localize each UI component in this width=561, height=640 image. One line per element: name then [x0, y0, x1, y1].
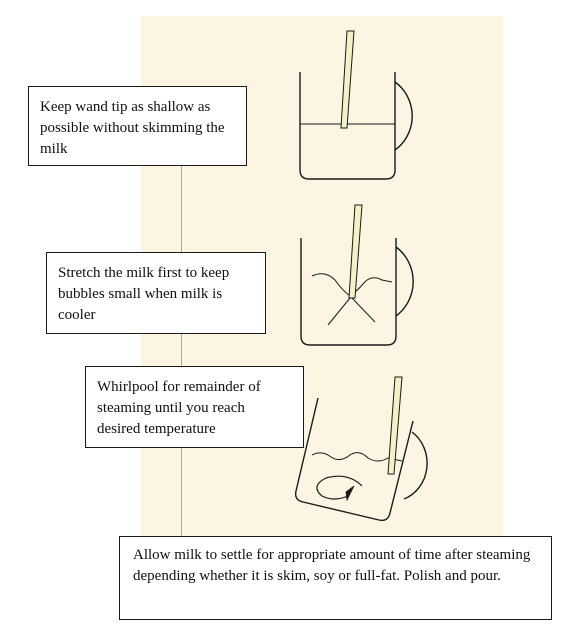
step-3-text: Whirlpool for remainder of steaming until you reach desired temperature	[97, 379, 261, 437]
pitcher-shallow-wand-icon	[300, 31, 412, 179]
step-1-textbox	[28, 86, 247, 166]
step-4-textbox	[119, 536, 552, 620]
step-2-text: Stretch the milk first to keep bubbles small when milk is cooler	[58, 265, 230, 323]
step-1-text: Keep wand tip as shallow as possible without skimming the milk	[40, 99, 225, 157]
step-3-textbox	[85, 366, 304, 448]
pitcher-stretching-icon	[301, 205, 413, 345]
step-4-text: Allow milk to settle for appropriate amount of time after steaming depending whether it is skim, soy or full-fat. Polish and pour.	[133, 547, 531, 584]
pitcher-whirlpool-icon	[296, 377, 427, 520]
step-2-textbox	[46, 252, 266, 334]
